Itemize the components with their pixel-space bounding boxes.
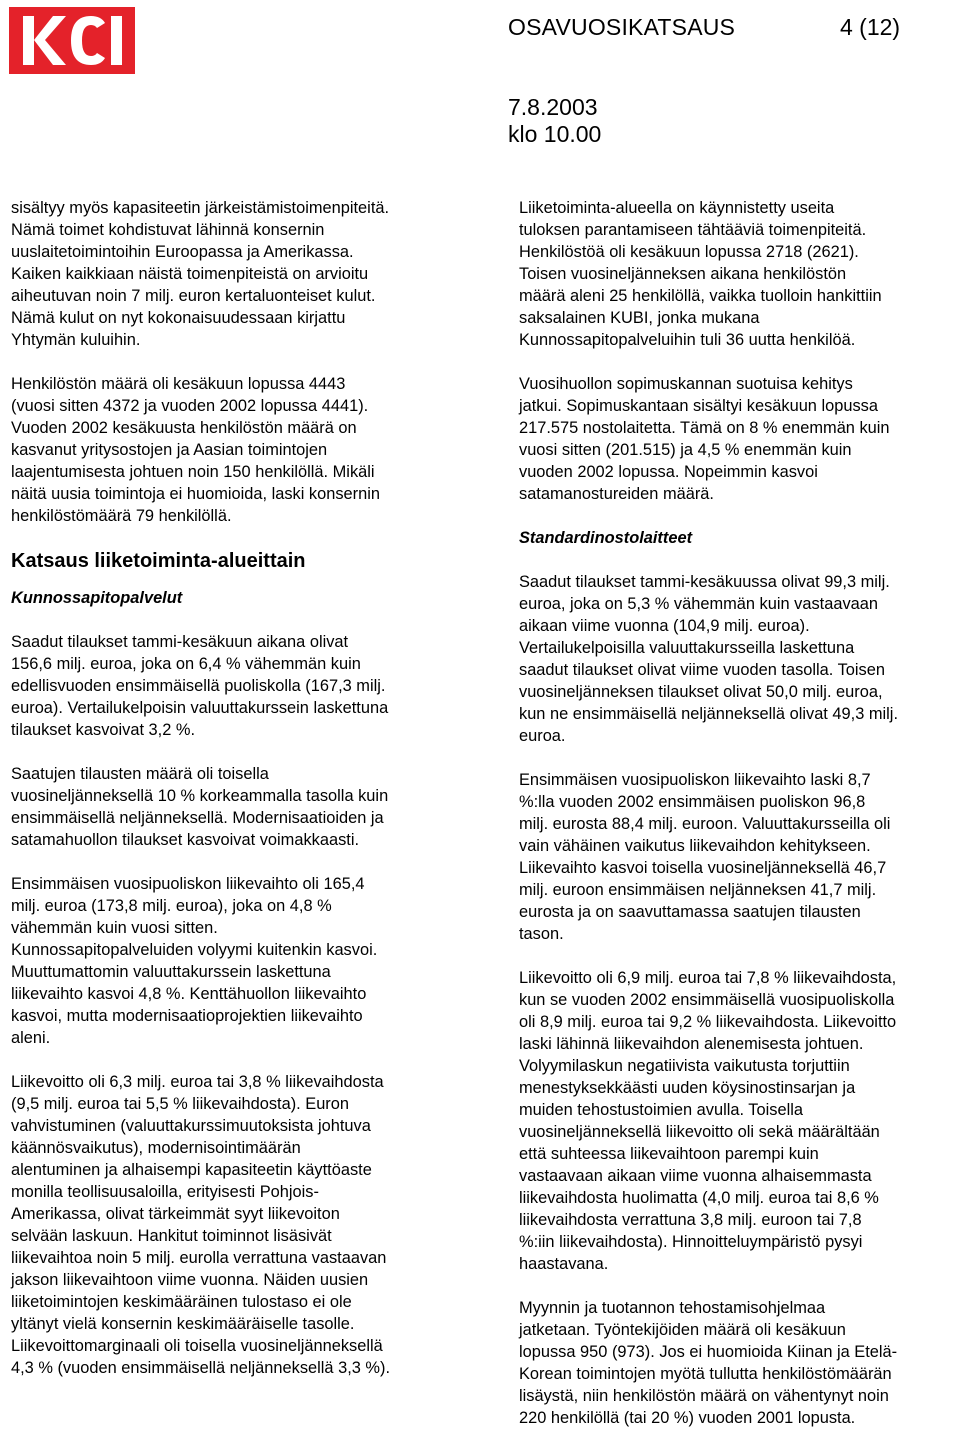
text-line: Saadut tilaukset tammi-kesäkuussa olivat 99,3 milj.	[519, 573, 890, 591]
release-time: klo 10.00	[508, 121, 602, 147]
text-line: Vuosihuollon sopimuskannan suotuisa kehitys	[519, 375, 853, 393]
text-line: vuoden 2002 lopussa. Nopeimmin kasvoi	[519, 463, 818, 481]
paragraph-standard-profit	[519, 967, 957, 1275]
text-line: laajentumisesta johtuen noin 150 henkilöllä. Mikäli	[11, 463, 375, 481]
text-line: kun se vuoden 2002 ensimmäisellä vuosipuoliskolla	[519, 991, 895, 1009]
text-line: vuosineljänneksellä liikevoitto oli sekä määrältään	[519, 1123, 880, 1141]
text-line: liiketoimintojen keskimääräinen tulostaso ei ole	[11, 1293, 352, 1311]
paragraph-service-contracts	[519, 373, 957, 505]
text-line: jatketaan. Työntekijöiden määrä oli kesäkuun	[519, 1321, 846, 1339]
text-line: Amerikassa, olivat tärkeimmät syyt liikevoiton	[11, 1205, 340, 1223]
text-line: muiden tehostustoimien avulla. Toisella	[519, 1101, 803, 1119]
text-line: Henkilöstöä oli kesäkuun lopussa 2718 (2621).	[519, 243, 859, 261]
text-line: eurosta ja on saavuttamassa saatujen tilausten	[519, 903, 861, 921]
release-date: 7.8.2003	[508, 94, 598, 120]
text-line: vain vähäinen vaikutus liikevaihdon kehitykseen.	[519, 837, 871, 855]
text-line: liikevaihdosta verrattuna 3,8 milj. euroon tai 7,8	[519, 1211, 862, 1229]
text-line: käännösvaikutus), modernisointimäärän	[11, 1139, 301, 1157]
paragraph-net-sales	[11, 873, 459, 1049]
text-line: sisältyy myös kapasiteetin järkeistämistoimenpiteitä.	[11, 199, 390, 217]
kci-logo-mark	[9, 7, 135, 74]
text-line: alentuminen ja alhaisempi kapasiteetin käyttöaste	[11, 1161, 372, 1179]
paragraph-operating-profit	[11, 1071, 459, 1379]
text-line: 156,6 milj. euroa, joka on 6,4 % vähemmän kuin	[11, 655, 361, 673]
paragraph-cost-measures	[11, 197, 459, 351]
text-line: vuosi sitten (201.515) ja 4,5 % enemmän kuin	[519, 441, 852, 459]
text-line: lisäystä, niin henkilöstön määrä on vähentynyt noin	[519, 1387, 889, 1405]
text-line: vahvistuminen (valuuttakurssimuutoksista johtuva	[11, 1117, 371, 1135]
paragraph-efficiency-program	[519, 1297, 957, 1429]
text-line: Ensimmäisen vuosipuoliskon liikevaihto laski 8,7	[519, 771, 871, 789]
text-line: jakson liikevaihtoon viime vuonna. Näiden uusien	[11, 1271, 369, 1289]
paragraph-improvement-measures	[519, 197, 957, 351]
text-line: euroa). Vertailukelpoisin valuuttakurssein laskettuna	[11, 699, 389, 717]
text-line: vastaavaan aikaan viime vuonna alhaisemmasta	[519, 1167, 872, 1185]
left-column	[11, 197, 459, 1401]
subheading-standard-lifting: Standardinostolaitteet	[519, 529, 693, 547]
text-line: Liikevoitto oli 6,3 milj. euroa tai 3,8 % liikevaihdosta	[11, 1073, 384, 1091]
text-line: menestyksekkäästi uuden köysinostinsarjan ja	[519, 1079, 856, 1097]
text-line: euroa.	[519, 727, 566, 745]
text-line: yltänyt vielä konsernin keskimääräiselle tasolle.	[11, 1315, 355, 1333]
text-line: jatkui. Sopimuskantaan sisältyi kesäkuun lopussa	[519, 397, 878, 415]
paragraph-order-growth	[11, 763, 459, 851]
text-line: euroa, joka on 5,3 % vähemmän kuin vastaavaan	[519, 595, 878, 613]
text-line: saadut tilaukset olivat viime vuoden tasolla. Toisen	[519, 661, 885, 679]
text-line: Saatujen tilausten määrä oli toisella	[11, 765, 269, 783]
text-line: Nämä toimet kohdistuvat lähinnä konsernin	[11, 221, 325, 239]
text-line: lopussa 950 (973). Jos ei huomioida Kiinan ja Etelä-	[519, 1343, 898, 1361]
text-line: liikevaihto kasvoi 4,8 %. Kenttähuollon liikevaihto	[11, 985, 367, 1003]
paragraph-standard-orders	[519, 571, 957, 747]
subheading-maintenance-services: Kunnossapitopalvelut	[11, 589, 183, 607]
section-heading-business-areas: Katsaus liiketoiminta-alueittain	[11, 550, 306, 572]
text-line: Korean toimintojen myötä tullutta henkilöstömäärän	[519, 1365, 892, 1383]
text-line: edellisvuoden ensimmäisellä puoliskolla (167,3 milj.	[11, 677, 386, 695]
text-line: Vertailukelpoisilla valuuttakursseilla laskettuna	[519, 639, 855, 657]
text-line: 220 henkilöllä (tai 20 %) vuoden 2001 lopusta.	[519, 1409, 856, 1427]
text-line: aleni.	[11, 1029, 51, 1047]
text-line: uuslaitetoimintoihin Euroopassa ja Amerikassa.	[11, 243, 354, 261]
text-line: tason.	[519, 925, 564, 943]
text-line: Muuttumattomin valuuttakurssein laskettuna	[11, 963, 331, 981]
text-line: kasvoi, mutta modernisaatioprojektien liikevaihto	[11, 1007, 363, 1025]
text-line: näitä uusia toimintoja ei huomioida, laski konsernin	[11, 485, 380, 503]
text-line: milj. euroon ensimmäisen neljänneksen 41,7 milj.	[519, 881, 877, 899]
text-line: Vuoden 2002 kesäkuusta henkilöstön määrä on	[11, 419, 357, 437]
text-line: Saadut tilaukset tammi-kesäkuun aikana olivat	[11, 633, 349, 651]
document-title: OSAVUOSIKATSAUS	[508, 14, 736, 40]
text-line: haastavana.	[519, 1255, 609, 1273]
text-line: laski lähinnä liikevaihdon alenemisesta johtuen.	[519, 1035, 864, 1053]
text-line: henkilöstömäärä 79 henkilöllä.	[11, 507, 232, 525]
text-line: Henkilöstön määrä oli kesäkuun lopussa 4443	[11, 375, 346, 393]
text-line: liikevaihtoa noin 5 milj. eurolla verrattuna vastaavan	[11, 1249, 387, 1267]
text-line: Liikevoitto oli 6,9 milj. euroa tai 7,8 % liikevaihdosta,	[519, 969, 897, 987]
text-line: aiheutuvan noin 7 milj. euron kertaluonteiset kulut.	[11, 287, 376, 305]
text-line: oli 8,9 milj. euroa tai 9,2 % liikevaihdosta. Liikevoitto	[519, 1013, 897, 1031]
text-line: (vuosi sitten 4372 ja vuoden 2002 lopussa 4441).	[11, 397, 369, 415]
text-line: monilla teollisuusaloilla, erityisesti Pohjois-	[11, 1183, 319, 1201]
text-line: aikaan viime vuonna (104,9 milj. euroa).	[519, 617, 810, 635]
text-line: vuosineljänneksellä 10 % korkeammalla tasolla kuin	[11, 787, 389, 805]
text-line: Kunnossapitopalveluihin tuli 36 uutta henkilöä.	[519, 331, 856, 349]
text-line: kun ne ensimmäisellä neljänneksellä olivat 49,3 milj.	[519, 705, 899, 723]
text-line: vuosineljänneksen tilaukset olivat 50,0 milj. euroa,	[519, 683, 883, 701]
page-number: 4 (12)	[840, 14, 901, 40]
text-line: 217.575 nostolaitetta. Tämä on 8 % enemmän kuin	[519, 419, 890, 437]
text-line: %:iin liikevaihdosta). Hinnoitteluympäristö pysyi	[519, 1233, 863, 1251]
paragraph-standard-net-sales	[519, 769, 957, 945]
text-line: että suhteessa liikevaihtoon parempi kuin	[519, 1145, 819, 1163]
right-column	[519, 197, 957, 1451]
text-line: Myynnin ja tuotannon tehostamisohjelmaa	[519, 1299, 826, 1317]
text-line: Kunnossapitopalveluiden volyymi kuitenkin kasvoi.	[11, 941, 378, 959]
text-line: Toisen vuosineljänneksen aikana henkilöstön	[519, 265, 847, 283]
text-line: (9,5 milj. euroa tai 5,5 % liikevaihdosta). Euron	[11, 1095, 349, 1113]
kci-logo	[9, 7, 135, 74]
text-line: Liikevaihto kasvoi toisella vuosineljänneksellä 46,7	[519, 859, 887, 877]
text-line: tilaukset kasvoivat 3,2 %.	[11, 721, 196, 739]
text-line: Nämä kulut on nyt kokonaisuudessaan kirjattu	[11, 309, 346, 327]
text-line: kasvanut yritysostojen ja Aasian toimintojen	[11, 441, 328, 459]
text-line: satamahuollon tilaukset kasvoivat voimakkaasti.	[11, 831, 360, 849]
text-line: selvään laskuun. Hankitut toiminnot lisäsivät	[11, 1227, 332, 1245]
paragraph-orders	[11, 631, 459, 741]
text-line: vähemmän kuin vuosi sitten.	[11, 919, 218, 937]
paragraph-personnel	[11, 373, 459, 527]
text-line: ensimmäisellä neljänneksellä. Modernisaatioiden ja	[11, 809, 384, 827]
text-line: milj. euroa (173,8 milj. euroa), joka on 4,8 %	[11, 897, 332, 915]
text-line: Kaiken kaikkiaan näistä toimenpiteistä on arvioitu	[11, 265, 369, 283]
text-line: Liikevoittomarginaali oli toisella vuosineljänneksellä	[11, 1337, 383, 1355]
text-line: %:lla vuoden 2002 ensimmäisen puoliskon 96,8	[519, 793, 866, 811]
text-line: tuloksen parantamiseen tähtääviä toimenpiteitä.	[519, 221, 867, 239]
text-line: liikevaihdosta huolimatta (4,0 milj. euroa tai 8,6 %	[519, 1189, 879, 1207]
text-line: Liiketoiminta-alueella on käynnistetty useita	[519, 199, 835, 217]
text-line: milj. eurosta 88,4 milj. euroon. Valuuttakursseilla oli	[519, 815, 891, 833]
text-line: 4,3 % (vuoden ensimmäisellä neljänneksellä 3,3 %).	[11, 1359, 391, 1377]
text-line: Ensimmäisen vuosipuoliskon liikevaihto oli 165,4	[11, 875, 365, 893]
text-line: saksalainen KUBI, jonka mukana	[519, 309, 760, 327]
text-line: satamanostureiden määrä.	[519, 485, 714, 503]
text-line: Volyymilaskun negatiivista vaikutusta torjuttiin	[519, 1057, 850, 1075]
text-line: Yhtymän kuluihin.	[11, 331, 141, 349]
text-line: määrä aleni 25 henkilöllä, vaikka tuolloin hankittiin	[519, 287, 882, 305]
